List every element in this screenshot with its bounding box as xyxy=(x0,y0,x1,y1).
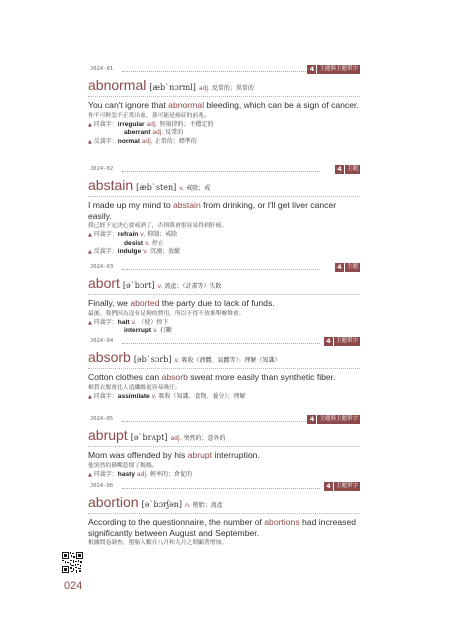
entry-abortion xyxy=(88,481,360,548)
headword: absorb xyxy=(88,349,131,365)
related-word: desist v. 停止 xyxy=(124,239,164,247)
pronunciation: [əˋbɔrʃən] xyxy=(141,500,183,509)
entry-abstain xyxy=(88,164,360,257)
entry-header xyxy=(88,481,360,495)
example-chinese: 棉質衣服會比人造纖維更容易吸汗。 xyxy=(88,384,181,391)
headword: abort xyxy=(88,275,120,291)
level-badge: 4 xyxy=(324,337,333,346)
triangle-icon: ▲ xyxy=(88,471,92,478)
related-word: ▲ 同義字：hasty adj. 輕率的；倉促的 xyxy=(88,470,192,478)
triangle-icon: ▲ xyxy=(88,249,92,256)
headword: abnormal xyxy=(88,77,147,93)
example-highlight: abortions xyxy=(264,517,300,527)
related-word: ▲ 同義字：assimilate v. 吸收（知識、食物、養分）；理解 xyxy=(88,392,246,400)
entry-abort xyxy=(88,262,360,336)
dotted-rule xyxy=(122,269,320,270)
part-of-speech: v. xyxy=(179,185,185,192)
entry-id: J024-01 xyxy=(90,66,114,72)
level-badge: 4 xyxy=(307,415,316,424)
dotted-rule xyxy=(122,488,320,489)
level-tags xyxy=(307,415,360,424)
source-badge: 主題 xyxy=(346,166,358,172)
page-number: 024 xyxy=(64,580,83,592)
triangle-icon: ▲ xyxy=(88,138,92,145)
example-english: You can't ignore that abnormal bleeding, which can be a sign of cancer. xyxy=(88,100,359,110)
part-of-speech: adj. xyxy=(170,435,182,442)
related-word: ▲ 同義字：irregular adj. 無規律的；不穩定的 xyxy=(88,120,214,128)
level-badge: 4 xyxy=(335,263,344,272)
example-chinese: 他突然的插嘴惹惱了媽媽。 xyxy=(88,462,158,469)
dotted-rule xyxy=(122,71,320,72)
level-badge: 4 xyxy=(324,482,333,491)
definition: 突然的；意外的 xyxy=(183,435,226,442)
source-badge: 主題單字 xyxy=(335,483,358,489)
definition: 吸收（液體、氣體等）；理解（知識） xyxy=(181,357,281,364)
entry-abrupt xyxy=(88,414,360,479)
dotted-rule xyxy=(122,343,320,344)
entry-id: J024-05 xyxy=(90,416,114,422)
pronunciation: [əˋbɔrt] xyxy=(122,281,155,290)
entry-header xyxy=(88,336,360,350)
example-highlight: abstain xyxy=(173,200,201,210)
headword: abortion xyxy=(88,494,139,510)
example-chinese: 我已經下定決心要戒酒了，否則我會很容易得到肝癌。 xyxy=(88,223,228,229)
level-badge: 4 xyxy=(307,65,316,74)
headword-line xyxy=(88,428,360,446)
headword-line xyxy=(88,350,360,368)
example-english: According to the questionnaire, the number of abortions had increased significantly between August and September. xyxy=(88,517,357,538)
entry-header xyxy=(88,414,360,428)
triangle-icon: ▲ xyxy=(88,393,92,400)
related-word: aberrant adj. 反常的 xyxy=(124,129,184,137)
triangle-icon: ▲ xyxy=(88,121,92,128)
source-badge: 主題與主題單字 xyxy=(319,66,358,72)
pronunciation: [əˋbrʌpt] xyxy=(130,433,168,442)
entry-id: J024-02 xyxy=(90,166,114,172)
example-english: I made up my mind to abstain from drinking, or I'll get liver cancer easily. xyxy=(88,200,337,221)
entry-header xyxy=(88,164,360,178)
example-highlight: abnormal xyxy=(168,100,204,110)
level-badge: 4 xyxy=(335,165,344,174)
headword: abrupt xyxy=(88,427,128,443)
source-badge: 主題 xyxy=(346,264,358,270)
related-word: ▲ 同義字：refrain v. 抑制；戒除 xyxy=(88,231,178,238)
pronunciation: [æbˋnɔrml] xyxy=(149,83,196,92)
example-highlight: abrupt xyxy=(187,450,213,460)
pronunciation: [æbˋsten] xyxy=(136,183,177,192)
entry-id: J024-03 xyxy=(90,264,114,270)
level-tags xyxy=(335,263,360,272)
entry-abnormal xyxy=(88,64,360,146)
related-word: ▲ 同義字：halt v. （使）停下 xyxy=(88,318,169,326)
dotted-rule xyxy=(122,171,320,172)
entry-absorb xyxy=(88,336,360,401)
definition: 反常的；異常的 xyxy=(211,85,254,92)
headword: abstain xyxy=(88,177,134,193)
dotted-rule xyxy=(122,421,320,422)
headword-line xyxy=(88,78,360,96)
pronunciation: [əbˋsɔrb] xyxy=(133,355,172,364)
headword-line xyxy=(88,495,360,513)
example-highlight: absorb xyxy=(161,372,188,382)
example-english: Mom was offended by his abrupt interruption. xyxy=(88,450,260,460)
entry-header xyxy=(88,64,360,78)
example-chinese: 最後，我們因為沒有足夠的費用，所以不得不放棄舉辦舞會。 xyxy=(88,310,245,317)
level-tags xyxy=(324,337,360,346)
triangle-icon: ▲ xyxy=(88,232,92,238)
headword-line xyxy=(88,276,360,294)
definition: 戒除；戒 xyxy=(186,185,211,192)
part-of-speech: v. xyxy=(174,357,180,364)
part-of-speech: v. xyxy=(157,283,163,290)
example-chinese: 根據問卷調查，墮胎人數在八月和九月之間顯著增加。 xyxy=(88,540,228,546)
example-highlight: aborted xyxy=(130,298,160,308)
related-word: ▲ 反義字：normal adj. 正常的；標準的 xyxy=(88,137,197,145)
related-word: ▲ 反義字：indulge v. 沉溺；放縱 xyxy=(88,248,181,256)
example-english: Finally, we aborted the party due to lack of funds. xyxy=(88,298,275,308)
triangle-icon: ▲ xyxy=(88,319,92,326)
source-badge: 主題單字 xyxy=(335,338,358,344)
level-tags xyxy=(335,165,360,174)
qr-code-icon[interactable] xyxy=(62,552,83,573)
entry-id: J024-06 xyxy=(90,483,114,489)
entry-header xyxy=(88,262,360,276)
related-word: interrupt v. 打斷 xyxy=(124,327,172,335)
definition: 墮胎；流產 xyxy=(192,502,223,509)
level-tags xyxy=(307,65,360,74)
example-english: Cotton clothes can absorb sweat more easily than synthetic fiber. xyxy=(88,372,336,382)
level-tags xyxy=(324,482,360,491)
definition: 流產；（計畫等）失敗 xyxy=(164,283,222,290)
example-chinese: 你不可輕忽不正常出血，那可能是癌症的前兆。 xyxy=(88,112,210,119)
part-of-speech: n. xyxy=(185,502,191,509)
part-of-speech: adj. xyxy=(198,85,210,92)
entry-id: J024-04 xyxy=(90,338,114,344)
headword-line xyxy=(88,178,360,196)
source-badge: 主題與主題單字 xyxy=(319,416,358,422)
